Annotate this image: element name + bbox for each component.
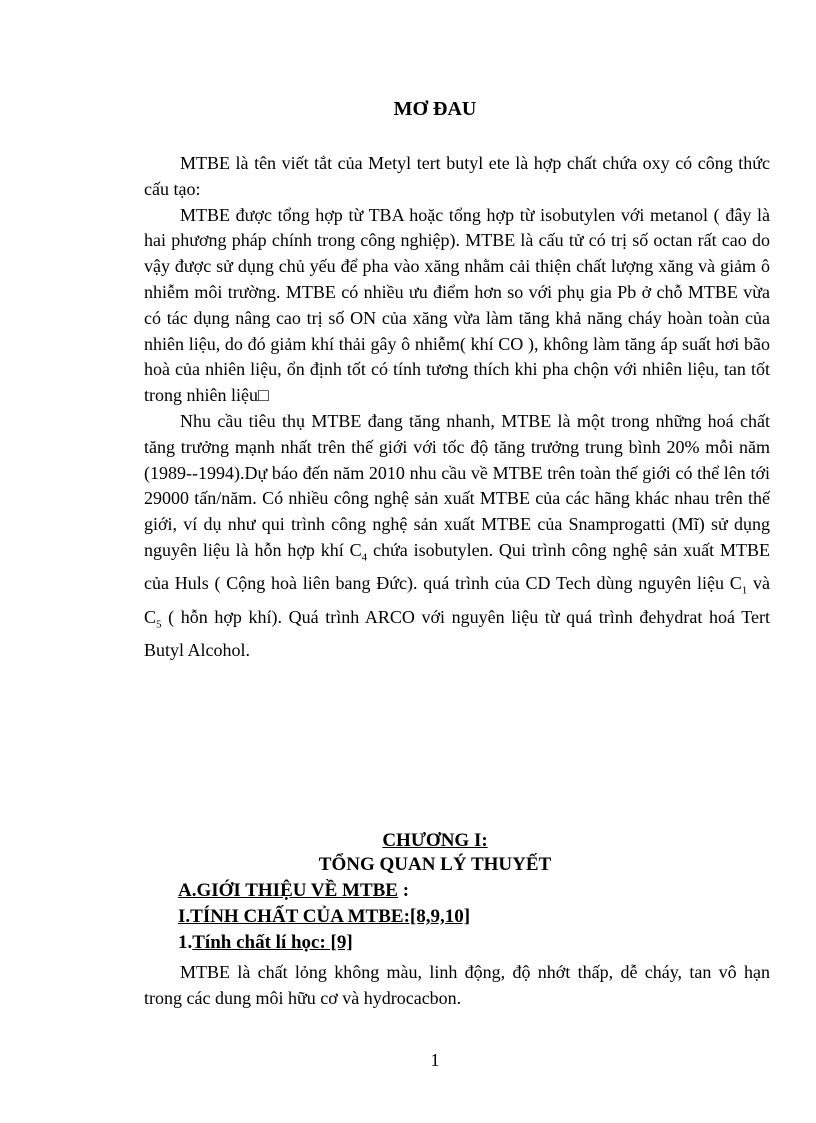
properties-paragraph: MTBE là chất lỏng không màu, linh động, độ nhớt thấp, dễ cháy, tan vô hạn trong các dung môi hữu cơ và hydrocacbon. — [144, 962, 770, 1008]
section-heading-a: A.GIỚI THIỆU VỀ MTBE : — [178, 880, 410, 901]
formula-c4: $C_4$ — [349, 539, 368, 564]
intro-section — [144, 151, 770, 664]
chapter-label: CHƯƠNG I: — [382, 830, 488, 851]
intro-paragraph-2: MTBE được tổng hợp từ TBA hoặc tổng hợp từ isobutylen với metanol ( đây là hai phương pháp chính trong công nghiệp). MTBE là cấu tử có trị số octan rất cao do vậy được sử dụng chủ yếu để pha vào xăng nhằm cải thiện chất lượng xăng và giảm ô nhiễm môi trường. MTBE có nhiều ưu điểm hơn so với phụ gia Pb ở chỗ MTBE vừa có tác dụng nâng cao trị số ON của xăng vừa làm tăng khả năng cháy hoàn toàn của nhiên liệu, do đó giảm khí thải gây ô nhiễm( khí CO ), không làm tăng áp suất hơi bão hoà của nhiên liệu, ổn định tốt có tính tương thích khi pha chộn với nhiên liệu, tan tốt trong nhiên liệu□ — [144, 204, 770, 406]
properties-section — [144, 960, 770, 1012]
subsection-heading-1: 1.Tính chất lí học: [9] — [178, 932, 353, 953]
section-heading-i: I.TÍNH CHẤT CỦA MTBE:[8,9,10] — [178, 906, 471, 927]
chapter-title: TỔNG QUAN LÝ THUYẾT — [318, 854, 552, 875]
intro-paragraph-1: MTBE là tên viết tắt của Metyl tert butyl ete là hợp chất chứa oxy có công thức cấu tạo: — [144, 153, 770, 199]
missing-glyph-icon: □ — [257, 385, 269, 406]
intro-paragraph-3: Nhu cầu tiêu thụ MTBE đang tăng nhanh, MTBE là một trong những hoá chất tăng trưởng mạnh nhất trên thế giới với tốc độ tăng trưởng trung bình 20% mỗi năm (1989--1994).Dự báo đến năm 2010 nhu cầu về MTBE trên toàn thế giới có thể lên tới 29000 tấn/năm. Có nhiều công nghệ sản xuất MTBE của các hãng khác nhau trên thế giới, ví dụ như qui trình công nghệ sản xuất MTBE của Snamprogatti (Mĩ) sử dụng nguyên liệu là hỗn hợp khí $C_4$ chứa isobutylen. Qui trình công nghệ sản xuất MTBE của Huls ( Cộng hoà liên bang Đức). quá trình của CD Tech dùng nguyên liệu $C_1$ và $C_5$ ( hỗn hợp khí). Quá trình ARCO với nguyên liệu từ quá trình đehydrat hoá Tert Butyl Alcohol. — [144, 410, 771, 661]
formula-c5: $C_5$ — [144, 606, 162, 631]
document-title: MƠ ĐAU — [393, 98, 477, 120]
page-number: 1 — [430, 1050, 440, 1070]
formula-c1: $C_1$ — [729, 573, 748, 597]
